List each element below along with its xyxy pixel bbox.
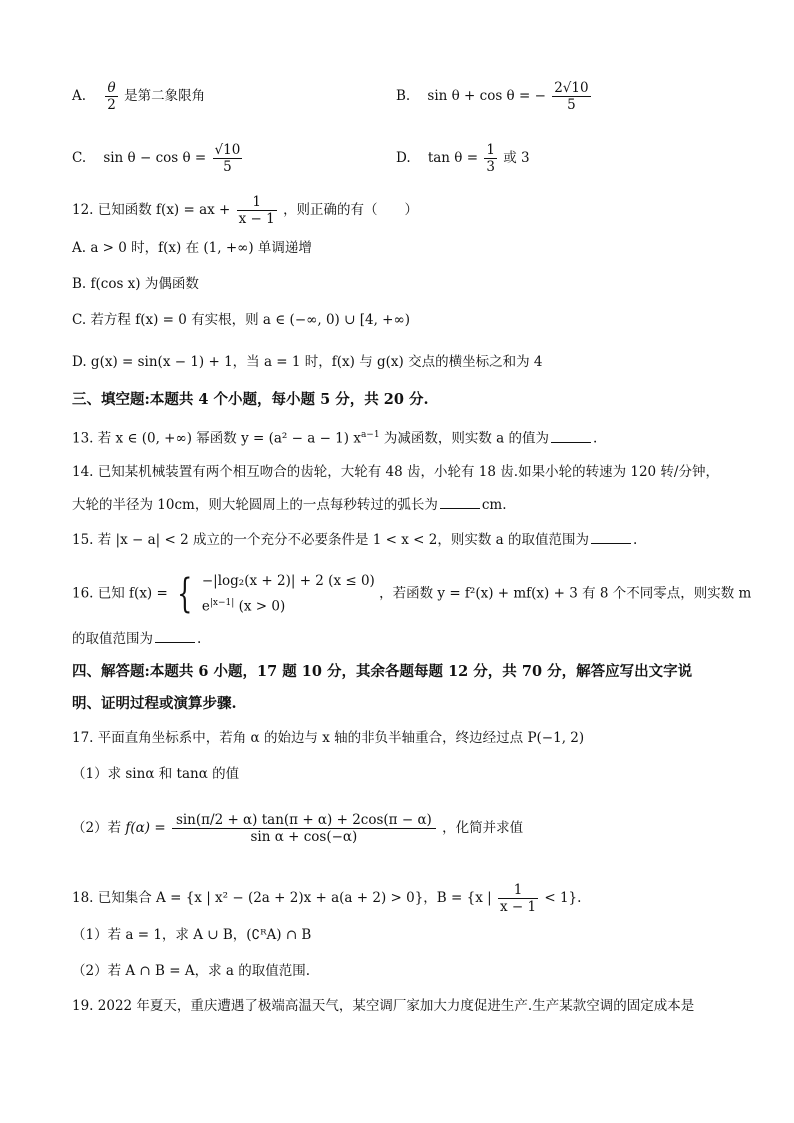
question-text: 大轮的半径为 10cm，则大轮圆周上的一点每秒转过的弧长为	[72, 497, 438, 513]
option-text: 或 3	[503, 150, 530, 166]
case-1: −|log₂(x + 2)| + 2 (x ≤ 0)	[201, 573, 375, 589]
fraction-denominator: 2	[107, 97, 116, 113]
fraction	[484, 142, 497, 175]
section-heading-answers-2: 明、证明过程或演算步骤.	[72, 695, 237, 712]
fraction-denominator: x − 1	[238, 211, 275, 227]
q11-option-b	[396, 80, 593, 113]
section-heading-fill-blank: 三、填空题:本题共 4 个小题，每小题 5 分，共 20 分.	[72, 391, 429, 408]
case-2-condition: (x > 0)	[238, 598, 286, 615]
q16-line2	[72, 628, 201, 649]
question-text: .	[632, 532, 638, 548]
q12-option-d: D. g(x) = sin(x − 1) + 1，当 a = 1 时，f(x) 与 g(x) 交点的横坐标之和为 4	[72, 354, 543, 370]
q11-option-c	[72, 142, 244, 175]
option-expression: tan θ =	[427, 150, 479, 166]
option-label: D.	[396, 150, 411, 166]
question-text: 16. 已知 f(x) =	[72, 585, 168, 602]
question-text: 12. 已知函数 f(x) = ax +	[72, 202, 231, 218]
fraction-numerator: √10	[214, 142, 241, 158]
q14-line2	[72, 494, 507, 515]
left-brace: {	[177, 570, 193, 617]
question-text: 15. 若 |x − a| < 2 成立的一个充分不必要条件是 1 < x < 2，则实数 a 的取值范围为	[72, 532, 589, 548]
fraction	[105, 80, 118, 113]
question-text: ，若函数 y = f²(x) + mf(x) + 3 有 8 个不同零点，则实数 m	[379, 585, 752, 602]
piecewise-cases	[202, 570, 375, 618]
fraction-denominator: 3	[486, 159, 495, 175]
fraction-denominator: sin α + cos(−α)	[250, 829, 358, 845]
question-text: < 1}.	[544, 890, 582, 906]
fraction-numerator: 1	[498, 882, 538, 899]
fraction-numerator: 2√10	[554, 80, 589, 96]
question-text: .	[197, 631, 202, 647]
answer-blank[interactable]	[155, 628, 195, 643]
question-text: （2）若	[72, 820, 122, 836]
fraction	[172, 812, 436, 845]
q12-option-b: B. f(cos x) 为偶函数	[72, 276, 199, 292]
q12-stem	[72, 194, 418, 227]
option-label: A.	[72, 88, 87, 104]
case-2	[202, 592, 375, 618]
case-2-base: e	[201, 598, 210, 615]
q18-part1: （1）若 a = 1，求 A ∪ B，(∁ᴿA) ∩ B	[72, 927, 312, 943]
question-text: ，则正确的有（ ）	[283, 202, 419, 218]
question-text: cm.	[481, 497, 507, 513]
q14-line1: 14. 已知某机械装置有两个相互吻合的齿轮，大轮有 48 齿，小轮有 18 齿.如果小轮的转速为 120 转/分钟，	[72, 464, 719, 480]
question-text: 为减函数，则实数 a 的值为	[379, 430, 550, 447]
option-expression: sin θ + cos θ = −	[427, 88, 546, 104]
q19-line1: 19. 2022 年夏天，重庆遭遇了极端高温天气，某空调厂家加大力度促进生产.生产某款空调的固定成本是	[72, 998, 695, 1014]
fraction-numerator: θ	[105, 80, 118, 97]
q18-part2: （2）若 A ∩ B = A，求 a 的取值范围.	[72, 963, 311, 979]
q13	[72, 425, 597, 449]
q18-stem	[72, 882, 581, 915]
option-label: C.	[72, 150, 87, 166]
fraction-denominator: x − 1	[499, 899, 537, 915]
question-text: .	[593, 430, 598, 447]
function-label: f(α) =	[125, 820, 166, 836]
q12-option-a: A. a > 0 时，f(x) 在 (1, +∞) 单调递增	[72, 240, 312, 256]
q11-option-a	[72, 80, 205, 113]
fraction-numerator: sin(π/2 + α) tan(π + α) + 2cos(π − α)	[172, 812, 436, 829]
q17-part1: （1）求 sinα 和 tanα 的值	[72, 766, 240, 782]
fraction	[237, 194, 277, 227]
fraction	[498, 882, 538, 915]
q17-part2	[72, 812, 523, 845]
option-text: 是第二象限角	[124, 88, 206, 104]
answer-blank[interactable]	[440, 494, 480, 509]
exponent: a−1	[360, 430, 380, 440]
fraction-numerator: 1	[486, 142, 495, 158]
fraction	[213, 142, 243, 175]
q11-option-d	[396, 142, 530, 175]
fraction-denominator: 5	[567, 97, 576, 113]
section-heading-answers-1: 四、解答题:本题共 6 小题，17 题 10 分，其余各题每题 12 分，共 70 分，解答应写出文字说	[72, 663, 693, 680]
exponent: |x−1|	[209, 598, 235, 608]
answer-blank[interactable]	[551, 428, 591, 443]
question-text: ，化简并求值	[442, 820, 524, 836]
question-text: 18. 已知集合 A = {x | x² − (2a + 2)x + a(a + 2) > 0}，B = {x |	[72, 890, 492, 906]
option-label: B.	[396, 88, 411, 104]
q17-stem: 17. 平面直角坐标系中，若角 α 的始边与 x 轴的非负半轴重合，终边经过点 P(−1, 2)	[72, 730, 585, 746]
q12-option-c: C. 若方程 f(x) = 0 有实根，则 a ∈ (−∞, 0) ∪ [4, +∞)	[72, 312, 410, 328]
option-expression: sin θ − cos θ =	[103, 150, 207, 166]
q16-line1	[72, 570, 751, 618]
answer-blank[interactable]	[591, 529, 631, 544]
fraction	[552, 80, 590, 113]
q15	[72, 529, 637, 550]
question-text: 的取值范围为	[72, 631, 153, 647]
fraction-numerator: 1	[237, 194, 277, 211]
fraction-denominator: 5	[223, 159, 232, 175]
question-text: 13. 若 x ∈ (0, +∞) 幂函数 y = (a² − a − 1) x	[72, 430, 361, 447]
